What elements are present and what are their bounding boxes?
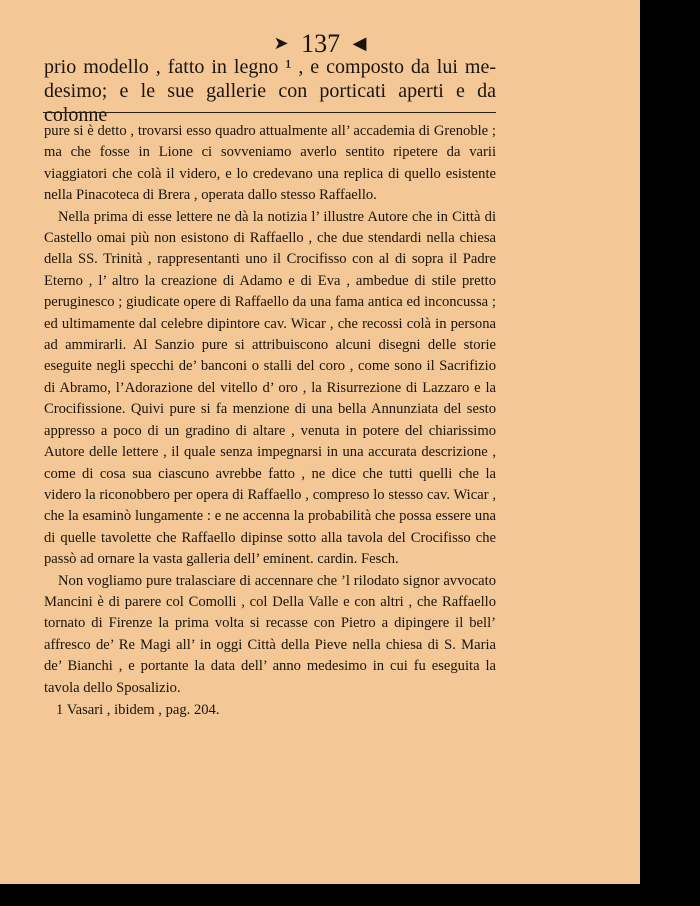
section-divider bbox=[43, 112, 496, 113]
notes-text bbox=[44, 121, 496, 721]
paragraph-2: Nella prima di esse lettere ne dà la notizia l’ illustre Autore che in Città di Castello omai più non esistono di Raffaello , che due stendardi nella chiesa della SS. Trinità , rappresentanti uno il Crocifisso con al di sopra il Padre Eterno , l’ altro la creazione di Adamo e di Eva , ambedue di stile pretto peruginesco ; giudicate opere di Raffaello da una fama antica ed inconcussa ; ed ultimamente dal celebre dipintore cav. Wicar , che recossi colà in persona ad ammirarli. Al Sanzio pure si attribuiscono alcuni disegni delle storie eseguite negli specchi de’ banconi o stalli del coro , come sono il Sacrifizio di Abramo, l’Adorazione del vitello d’ oro , la Risurrezione di Lazzaro e la Crocifissione. Quivi pure si fa menzione di una bella Annunziata del sesto appresso a poco di un gradino di altare , venuta in potere del chiarissimo Autore delle lettere , il quale senza impegnarsi in una accurata descrizione , come di cosa sua ciascuno avrebbe fatto , ne dice che tutti quelli che la videro la riconobbero per opera di Raffaello , compreso lo stesso cav. Wicar , che la esaminò lungamente : e ne accenna la probabilità che possa essere una di quelle tavolette che Raffaello dipinse sotto alla tavola del Crocifisso che passò ad ornare la vasta galleria dell’ eminent. cardin. Fesch. bbox=[44, 208, 496, 568]
paragraph-3: Non vogliamo pure tralasciare di accennare che ’l rilodato signor avvocato Mancini è di parere col Comolli , col Della Valle e con altri , che Raffaello tornato di Firenze la prima volta si recasse con Pietro a dipingere il bell’ affresco de’ Re Magi all’ in oggi Città della Pieve nella chiesa di S. Maria de’ Bianchi , e portante la data dell’ anno medesimo in cui fu eseguita la tavola dello Sposalizio. bbox=[44, 572, 496, 696]
main-text-line-1: prio modello , fatto in legno ¹ , e composto da lui me- bbox=[44, 56, 496, 78]
page-header bbox=[0, 30, 640, 57]
right-arrow-ornament: ➤ bbox=[273, 33, 289, 53]
paragraph-1: pure si è detto , trovarsi esso quadro attualmente all’ accademia di Grenoble ; ma che fosse in Lione ci sovveniamo averlo sentito ripetere da varii viaggiatori che colà il videro, e lo credevano una replica di quello esistente nella Pinacoteca di Brera , operata dallo stesso Raffaello. bbox=[44, 123, 496, 204]
left-arrow-ornament: ◀ bbox=[352, 33, 367, 53]
main-text-line-2: desimo; e le sue gallerie con porticati aperti e da colonne bbox=[44, 80, 496, 126]
page-number: 137 bbox=[301, 29, 341, 58]
footnote-text: Vasari , ibidem , pag. 204. bbox=[66, 701, 220, 718]
footnote-marker: 1 bbox=[56, 701, 64, 718]
main-text-continuation bbox=[44, 55, 496, 127]
footnote bbox=[44, 700, 496, 721]
